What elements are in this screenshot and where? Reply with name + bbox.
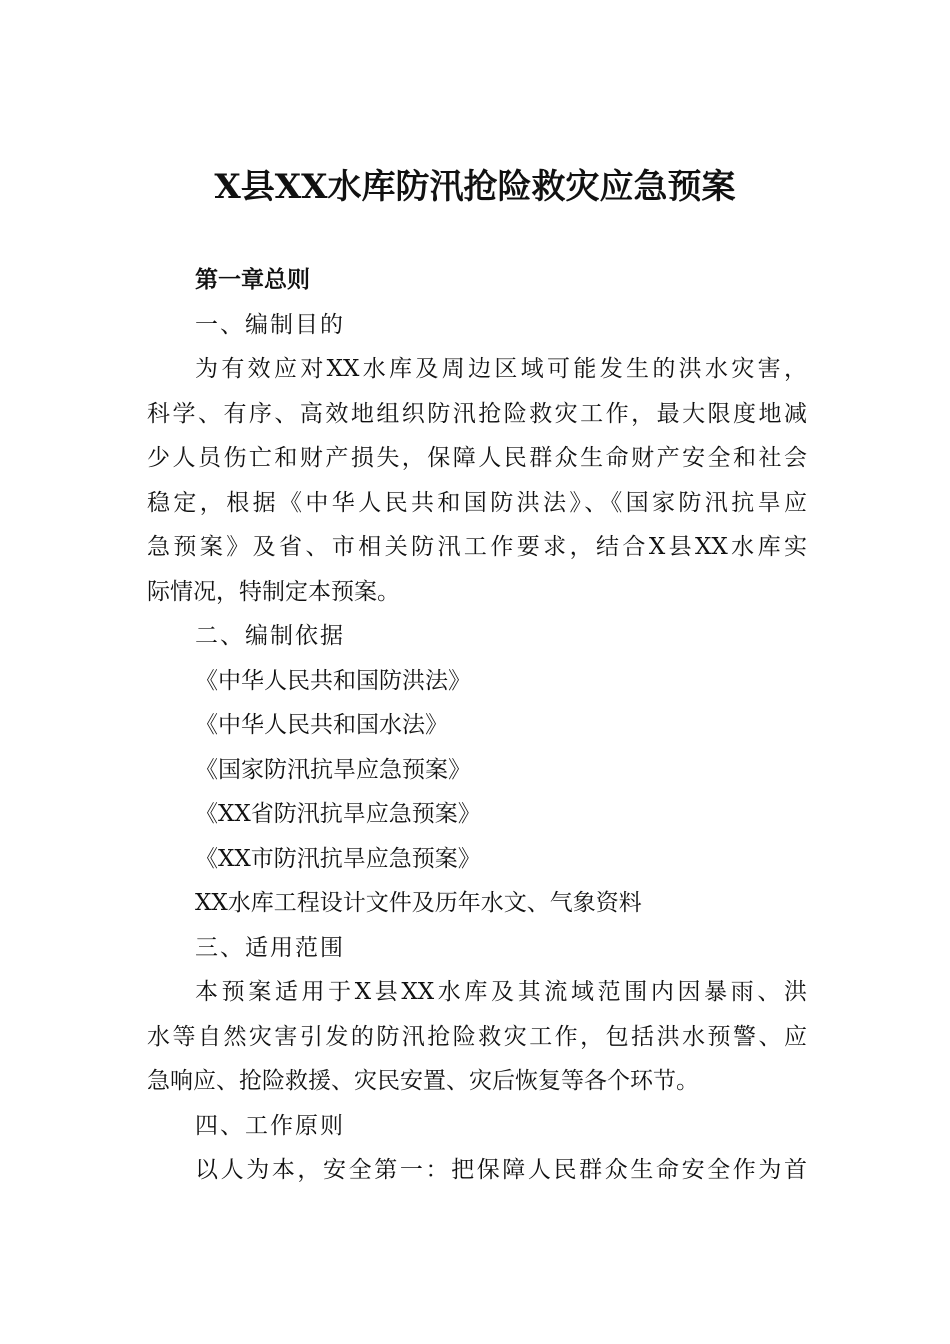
section-heading: 二、编制依据 — [195, 623, 345, 649]
paragraph-line: 以人为本，安全第一：把保障人民群众生命安全作为首 — [195, 1157, 807, 1183]
paragraph-line: 急响应、抢险救援、灾民安置、灾后恢复等各个环节。 — [147, 1068, 699, 1094]
paragraph-line: 本预案适用于X县XX水库及其流域范围内因暴雨、洪 — [195, 979, 807, 1005]
section-heading: 三、适用范围 — [195, 934, 345, 961]
document-title: X县XX水库防汛抢险救灾应急预案 — [214, 167, 736, 207]
paragraph-line: 《XX省防汛抗旱应急预案》 — [195, 801, 481, 827]
paragraph-line: 际情况，特制定本预案。 — [147, 578, 400, 605]
chapter-heading: 第一章总则 — [195, 267, 310, 293]
paragraph-line: 急预案》及省、市相关防汛工作要求，结合X县XX水库实 — [147, 534, 807, 560]
paragraph-line: XX水库工程设计文件及历年水文、气象资料 — [195, 890, 642, 916]
document-body — [147, 258, 807, 1193]
paragraph-line: 《国家防汛抗旱应急预案》 — [195, 756, 471, 783]
paragraph-line: 《中华人民共和国防洪法》 — [195, 667, 471, 694]
paragraph-line: 稳定，根据《中华人民共和国防洪法》、《国家防汛抗旱应 — [147, 489, 807, 516]
paragraph-line: 为有效应对XX水库及周边区域可能发生的洪水灾害， — [195, 356, 807, 382]
paragraph-line: 科学、有序、高效地组织防汛抢险救灾工作，最大限度地减 — [147, 400, 807, 427]
section-heading: 四、工作原则 — [195, 1112, 345, 1139]
paragraph-line: 《中华人民共和国水法》 — [195, 712, 448, 738]
paragraph-line: 少人员伤亡和财产损失，保障人民群众生命财产安全和社会 — [147, 445, 807, 471]
section-heading: 一、编制目的 — [195, 311, 345, 338]
paragraph-line: 水等自然灾害引发的防汛抢险救灾工作，包括洪水预警、应 — [147, 1023, 807, 1050]
paragraph-line: 《XX市防汛抗旱应急预案》 — [195, 845, 481, 872]
